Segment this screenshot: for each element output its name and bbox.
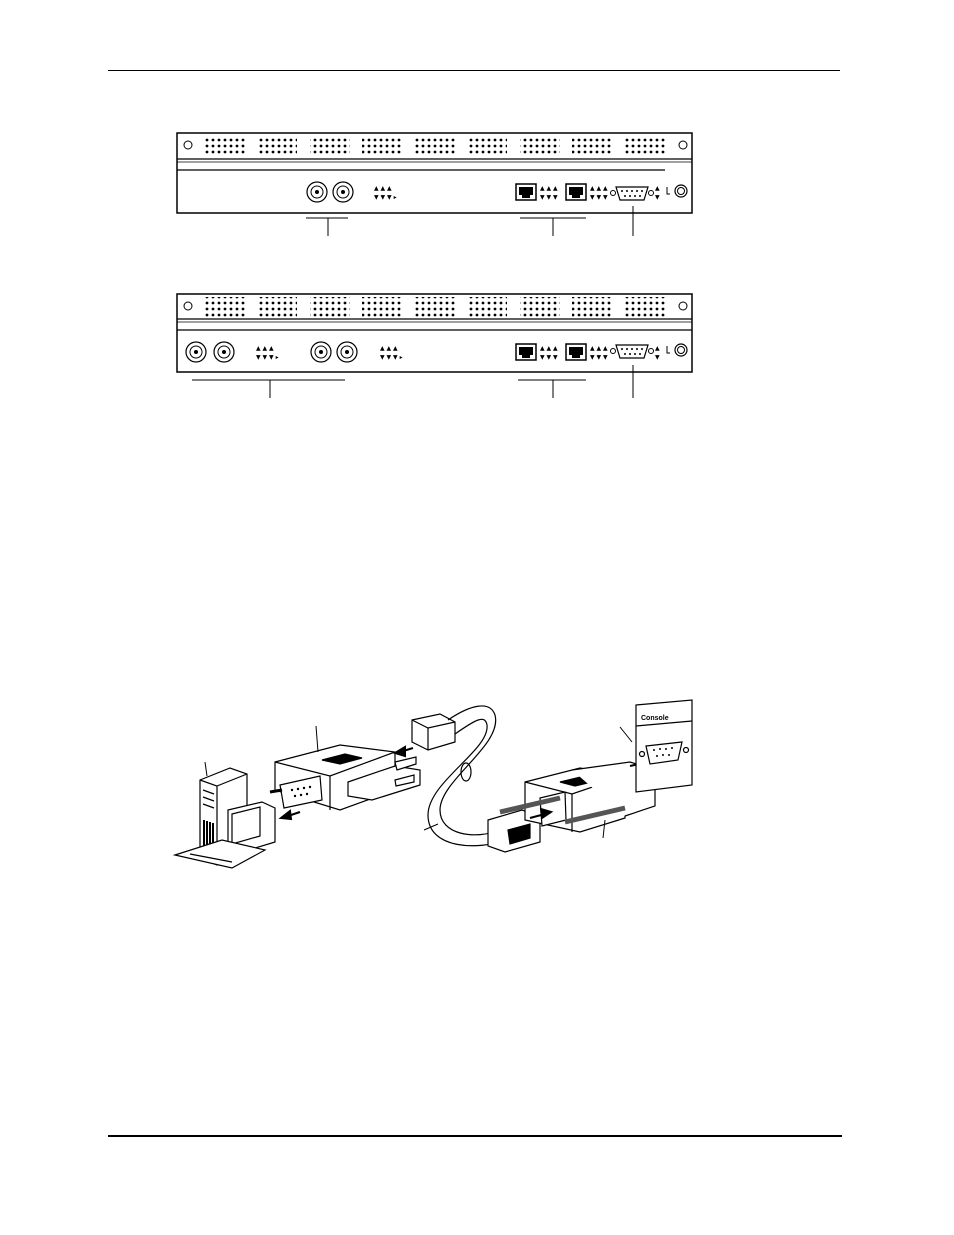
- svg-text:▼ ▼ ▼ ▸: ▼ ▼ ▼ ▸: [380, 354, 403, 361]
- svg-text:▲ ▲ ▲: ▲ ▲ ▲: [256, 345, 274, 352]
- vent-grill: [205, 136, 665, 156]
- led-indicator-icon: [374, 185, 397, 201]
- svg-text:▲ ▲ ▲: ▲ ▲ ▲: [540, 345, 558, 352]
- mounting-hole-left: [184, 302, 192, 310]
- svg-text:▼: ▼: [655, 354, 660, 361]
- svg-text:▼ ▼ ▼: ▼ ▼ ▼: [540, 354, 558, 361]
- led-indicator-icon: [655, 345, 660, 361]
- front-panel-single-port-figure: [0, 125, 954, 245]
- vent-grill: [205, 297, 665, 317]
- front-panel-dual-port-figure: [0, 288, 954, 408]
- svg-text:▼: ▼: [655, 194, 660, 201]
- mounting-hole-left: [184, 141, 192, 149]
- bnc-connector-icon: [307, 182, 353, 202]
- header-rule: [108, 70, 840, 71]
- svg-text:▲: ▲: [655, 185, 660, 192]
- svg-text:▼ ▼ ▼: ▼ ▼ ▼: [590, 354, 608, 361]
- led-indicator-icon: [655, 185, 660, 201]
- svg-text:▲ ▲ ▲: ▲ ▲ ▲: [590, 345, 608, 352]
- console-port-label: Console: [641, 715, 669, 722]
- console-port-panel: [636, 700, 692, 792]
- footer-rule: [108, 1135, 842, 1137]
- svg-text:▼ ▼ ▼: ▼ ▼ ▼: [540, 194, 558, 201]
- svg-text:▲: ▲: [655, 345, 660, 352]
- svg-text:▼ ▼ ▼: ▼ ▼ ▼: [590, 194, 608, 201]
- mounting-hole-right: [679, 141, 687, 149]
- db9-console-port-icon: [611, 345, 654, 358]
- svg-text:▲ ▲ ▲: ▲ ▲ ▲: [590, 185, 608, 192]
- callout-lines: [306, 206, 633, 236]
- svg-text:▲ ▲ ▲: ▲ ▲ ▲: [540, 185, 558, 192]
- reset-button-icon: [667, 344, 687, 356]
- console-cable-connection-figure: [0, 690, 954, 890]
- svg-text:▼ ▼ ▼ ▸: ▼ ▼ ▼ ▸: [256, 354, 279, 361]
- db9-adapter-icon: [488, 762, 655, 852]
- computer-icon: [175, 768, 275, 868]
- reset-button-icon: [667, 185, 687, 197]
- mounting-hole-right: [679, 302, 687, 310]
- callout-lines: [192, 365, 633, 398]
- svg-text:▲ ▲ ▲: ▲ ▲ ▲: [374, 185, 392, 192]
- svg-text:▼ ▼ ▼ ▸: ▼ ▼ ▼ ▸: [374, 194, 397, 201]
- db9-console-port-icon: [611, 187, 654, 200]
- svg-text:▲ ▲ ▲: ▲ ▲ ▲: [380, 345, 398, 352]
